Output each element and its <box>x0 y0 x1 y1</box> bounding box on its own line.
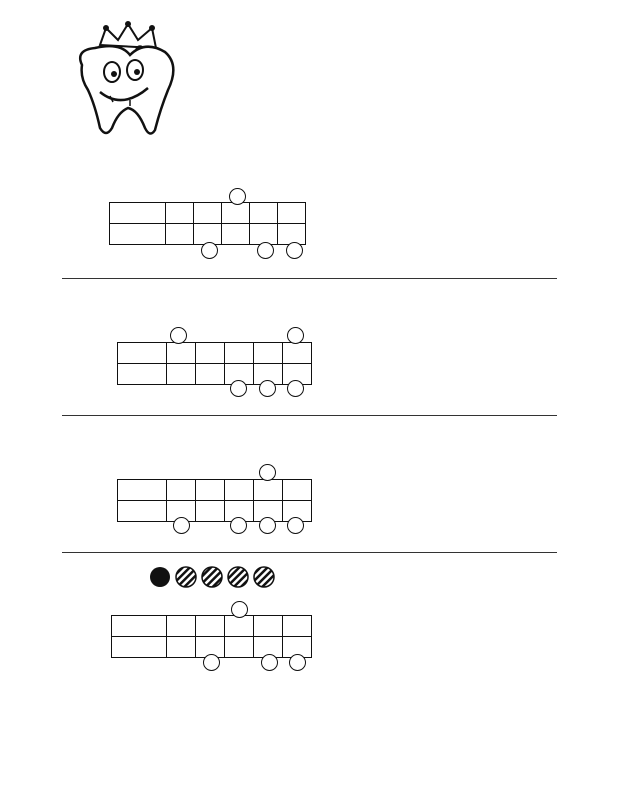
letter-circle <box>287 327 304 344</box>
pattern-circles <box>148 565 278 589</box>
graph-1[interactable] <box>418 145 558 270</box>
king-tooth-mascot <box>60 20 190 140</box>
divider <box>62 552 557 553</box>
divider <box>62 278 557 279</box>
graph-2[interactable] <box>418 283 558 408</box>
letter-circle <box>261 654 278 671</box>
problem-4-table <box>111 615 312 658</box>
letter-circle <box>230 380 247 397</box>
problem-3-table <box>117 479 312 522</box>
letter-circle <box>289 654 306 671</box>
problem-1-table <box>109 202 306 245</box>
letter-circle <box>173 517 190 534</box>
letter-circle <box>287 517 304 534</box>
letter-circle <box>229 188 246 205</box>
striped-circle <box>228 567 248 587</box>
dark-circle <box>150 567 170 587</box>
striped-circle <box>176 567 196 587</box>
striped-circle <box>254 567 274 587</box>
letter-circle <box>230 517 247 534</box>
letter-circle <box>259 464 276 481</box>
letter-circle <box>231 601 248 618</box>
letter-circle <box>257 242 274 259</box>
letter-circle <box>287 380 304 397</box>
letter-circle <box>259 380 276 397</box>
striped-circle <box>202 567 222 587</box>
graph-3[interactable] <box>418 420 558 545</box>
graph-4[interactable] <box>418 557 558 682</box>
letter-circle <box>203 654 220 671</box>
letter-circle <box>259 517 276 534</box>
problem-2-table <box>117 342 312 385</box>
letter-circle <box>170 327 187 344</box>
divider <box>62 415 557 416</box>
letter-circle <box>286 242 303 259</box>
letter-circle <box>201 242 218 259</box>
